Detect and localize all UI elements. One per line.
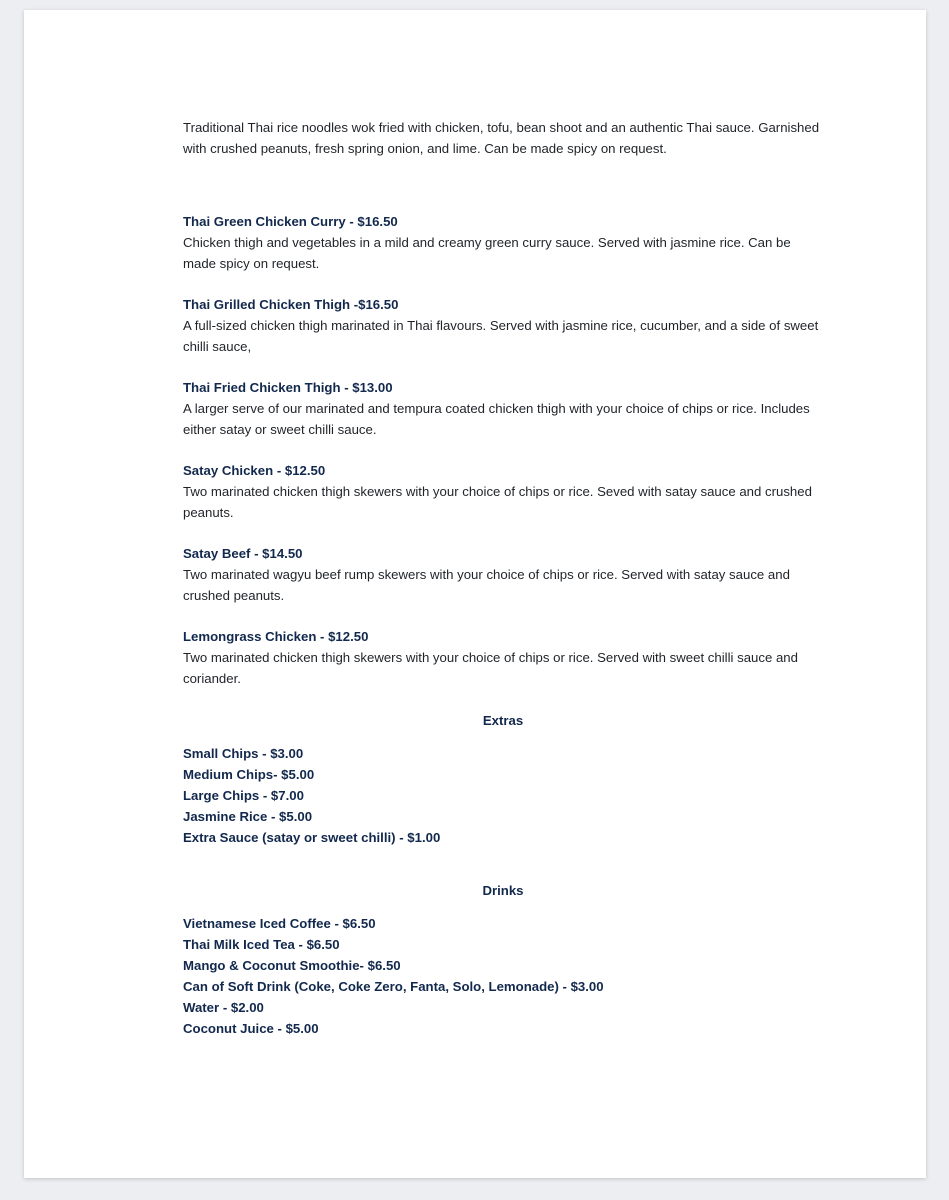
drinks-item: Thai Milk Iced Tea - $6.50: [183, 937, 340, 952]
menu-item-description: A larger serve of our marinated and tempura coated chicken thigh with your choice of chips or rice. Includes either satay or sweet chilli sauce.: [183, 401, 810, 437]
menu-item-thai-grilled-chicken-thigh: [183, 294, 823, 357]
menu-item-title: Thai Green Chicken Curry - $16.50: [183, 214, 398, 229]
menu-item-description: Chicken thigh and vegetables in a mild and creamy green curry sauce. Served with jasmine rice. Can be made spicy on request.: [183, 235, 791, 271]
extras-item: Medium Chips- $5.00: [183, 767, 315, 782]
extras-item: Small Chips - $3.00: [183, 746, 304, 761]
menu-item-title: Satay Beef - $14.50: [183, 546, 303, 561]
menu-item-description: Two marinated wagyu beef rump skewers with your choice of chips or rice. Served with satay sauce and crushed peanuts.: [183, 567, 790, 603]
intro-paragraph: Traditional Thai rice noodles wok fried with chicken, tofu, bean shoot and an authentic Thai sauce. Garnished with crushed peanuts, fresh spring onion, and lime. Can be made spicy on request.: [183, 120, 820, 156]
extras-item: Jasmine Rice - $5.00: [183, 809, 313, 824]
menu-item-lemongrass-chicken: [183, 626, 823, 689]
menu-content: [183, 117, 823, 1039]
drinks-item: Mango & Coconut Smoothie- $6.50: [183, 958, 401, 973]
drinks-heading: Drinks: [482, 883, 524, 898]
menu-item-thai-fried-chicken-thigh: [183, 377, 823, 440]
menu-item-title: Thai Fried Chicken Thigh - $13.00: [183, 380, 393, 395]
menu-item-description: Two marinated chicken thigh skewers with your choice of chips or rice. Seved with satay sauce and crushed peanuts.: [183, 484, 812, 520]
menu-item-title: Lemongrass Chicken - $12.50: [183, 629, 369, 644]
extras-list: [183, 743, 823, 848]
drinks-item: Coconut Juice - $5.00: [183, 1021, 319, 1036]
extras-item: Large Chips - $7.00: [183, 788, 304, 803]
document-page: [24, 10, 926, 1178]
menu-item-title: Satay Chicken - $12.50: [183, 463, 326, 478]
extras-item: Extra Sauce (satay or sweet chilli) - $1.00: [183, 830, 441, 845]
drinks-list: [183, 913, 823, 1039]
menu-item-description: A full-sized chicken thigh marinated in Thai flavours. Served with jasmine rice, cucumber, and a side of sweet chilli sauce,: [183, 318, 819, 354]
menu-item-satay-beef: [183, 543, 823, 606]
drinks-item: Can of Soft Drink (Coke, Coke Zero, Fanta, Solo, Lemonade) - $3.00: [183, 979, 604, 994]
menu-item-thai-green-chicken-curry: [183, 211, 823, 274]
menu-item-satay-chicken: [183, 460, 823, 523]
drinks-item: Vietnamese Iced Coffee - $6.50: [183, 916, 376, 931]
menu-item-description: Two marinated chicken thigh skewers with your choice of chips or rice. Served with sweet chilli sauce and coriander.: [183, 650, 798, 686]
menu-item-title: Thai Grilled Chicken Thigh -$16.50: [183, 297, 399, 312]
extras-heading: Extras: [482, 713, 524, 728]
menu-items: [183, 211, 823, 689]
drinks-item: Water - $2.00: [183, 1000, 264, 1015]
